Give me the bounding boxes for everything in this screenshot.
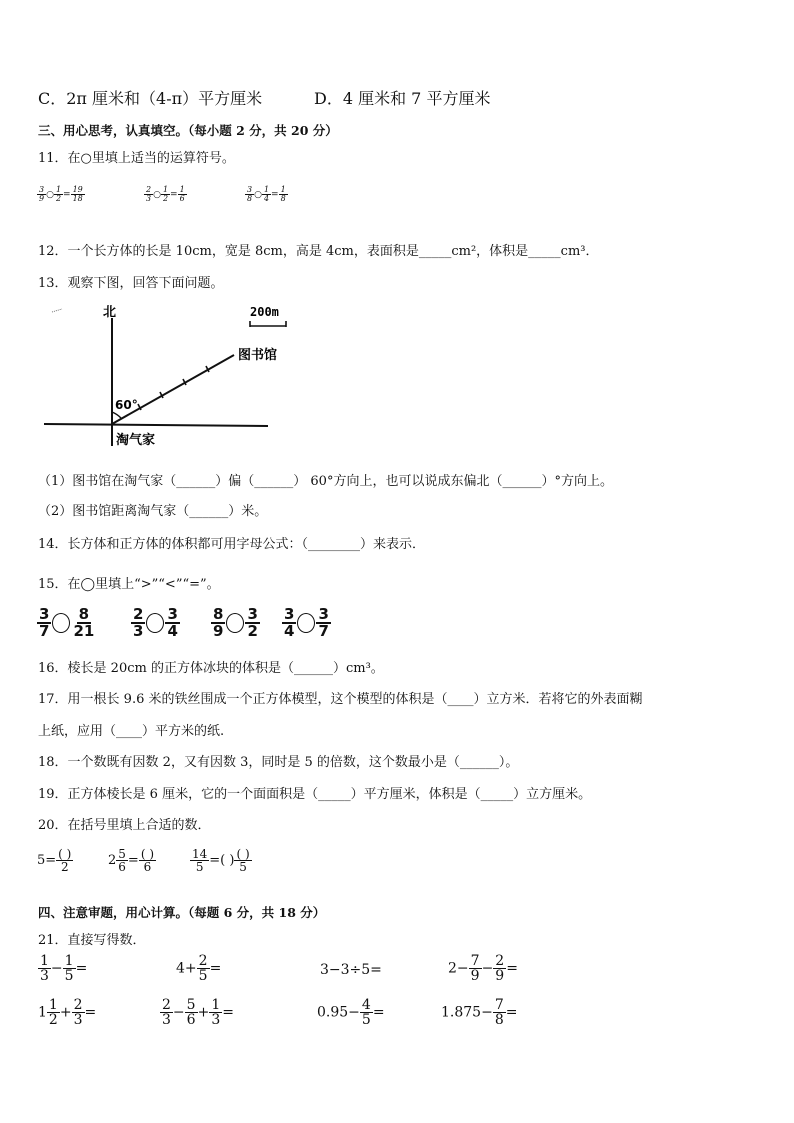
compare-oval[interactable] bbox=[146, 613, 164, 633]
q11-item-3: $\frac{3}{8}$ ○ $\frac{1}{4}$ = $\frac{1}{8}$ bbox=[247, 185, 286, 203]
q18-text: 18．一个数既有因数 2，又有因数 3，同时是 5 的倍数，这个数最小是（______）。 bbox=[38, 755, 519, 770]
q21-r1c3: 3−3÷5= bbox=[320, 962, 382, 978]
option-c: C．2π 厘米和（4-π）平方厘米 bbox=[38, 89, 263, 108]
q11-item-2: $\frac{2}{3}$ ○ $\frac{1}{2}$ = $\frac{1}{6}$ bbox=[146, 185, 185, 203]
q21-r2c2: $\frac{2}{3}$ − $\frac{5}{6}$ + $\frac{1}{3}$ = bbox=[162, 997, 234, 1028]
stray-mark bbox=[52, 309, 62, 312]
library-label: 图书馆 bbox=[238, 348, 278, 363]
q11-item-1: $\frac{3}{9}$ ○ $\frac{1}{2}$ = $\frac{19}{18}$ bbox=[39, 185, 83, 203]
section-3-heading: 三、用心思考，认真填空。（每小题 2 分，共 20 分） bbox=[38, 123, 338, 138]
q13-text: 13．观察下图，回答下面问题。 bbox=[38, 276, 224, 291]
east-axis bbox=[44, 424, 268, 426]
compare-oval[interactable] bbox=[226, 613, 244, 633]
library-ray bbox=[112, 355, 234, 424]
q21-text: 21．直接写得数． bbox=[38, 933, 146, 948]
q21-r2c3: 0.95− $\frac{4}{5}$ = bbox=[317, 997, 385, 1028]
q20-text: 20．在括号里填上合适的数． bbox=[38, 818, 211, 833]
scale-label: 200m bbox=[250, 305, 279, 319]
q21-r1c4: 2− $\frac{7}{9}$ − $\frac{2}{9}$ = bbox=[448, 953, 518, 984]
q20-item-1: 5= $\frac{( )}{2}$ bbox=[37, 847, 72, 874]
q21-r2c4: 1.875− $\frac{7}{8}$ = bbox=[441, 997, 518, 1028]
section-4-heading: 四、注意审题，用心计算。（每题 6 分，共 18 分） bbox=[38, 905, 326, 920]
angle-arc bbox=[112, 412, 121, 418]
q19-text: 19．正方体棱长是 6 厘米，它的一个面面积是（_____）平方厘米，体积是（_____）立方厘米。 bbox=[38, 787, 592, 802]
q17-line-2: 上纸，应用（____）平方米的纸. bbox=[38, 724, 225, 739]
q12-text: 12．一个长方体的长是 10cm，宽是 8cm，高是 4cm，表面积是_____cm²，体积是_____cm³． bbox=[38, 244, 599, 259]
compare-oval[interactable] bbox=[52, 613, 70, 633]
angle-label: 60° bbox=[115, 398, 138, 412]
option-d: D．4 厘米和 7 平方厘米 bbox=[314, 89, 491, 108]
north-label: 北 bbox=[103, 305, 117, 320]
direction-diagram bbox=[40, 300, 300, 450]
q14-text: 14．长方体和正方体的体积都可用字母公式：（________）来表示． bbox=[38, 537, 426, 552]
home-label: 淘气家 bbox=[116, 433, 156, 448]
q15-item-3: $\frac{8}{9}$ $\frac{3}{2}$ bbox=[213, 605, 258, 640]
q21-r1c1: $\frac{1}{3}$ − $\frac{1}{5}$ = bbox=[40, 953, 88, 984]
q13-sub-1: （1）图书馆在淘气家（______）偏（______） 60°方向上，也可以说成东偏北（______）°方向上。 bbox=[38, 474, 613, 489]
q15-text: 15．在◯里填上“>”“<”“=”。 bbox=[38, 577, 220, 592]
q11-text: 11．在○里填上适当的运算符号。 bbox=[38, 151, 235, 166]
q20-item-2: 2 $\frac{5}{6}$ = $\frac{( )}{6}$ bbox=[108, 847, 155, 874]
q20-item-3: $\frac{14}{5}$ =( ) $\frac{( )}{5}$ bbox=[192, 847, 250, 874]
q16-text: 16．棱长是 20cm 的正方体冰块的体积是（______）cm³。 bbox=[38, 661, 384, 676]
q21-r1c2: 4+ $\frac{2}{5}$ = bbox=[176, 953, 222, 984]
compare-oval[interactable] bbox=[297, 613, 315, 633]
q21-r2c1: 1 $\frac{1}{2}$ + $\frac{2}{3}$ = bbox=[38, 997, 97, 1028]
q15-item-4: $\frac{3}{4}$ $\frac{3}{7}$ bbox=[284, 605, 329, 640]
q13-sub-2: （2）图书馆距离淘气家（______）米。 bbox=[38, 504, 268, 519]
q17-line-1: 17．用一根长 9.6 米的铁丝围成一个正方体模型，这个模型的体积是（____）立方米．若将它的外表面糊 bbox=[38, 692, 643, 707]
q15-item-2: $\frac{2}{3}$ $\frac{3}{4}$ bbox=[133, 605, 178, 640]
q15-item-1: $\frac{3}{7}$ $\frac{8}{21}$ bbox=[39, 605, 95, 640]
